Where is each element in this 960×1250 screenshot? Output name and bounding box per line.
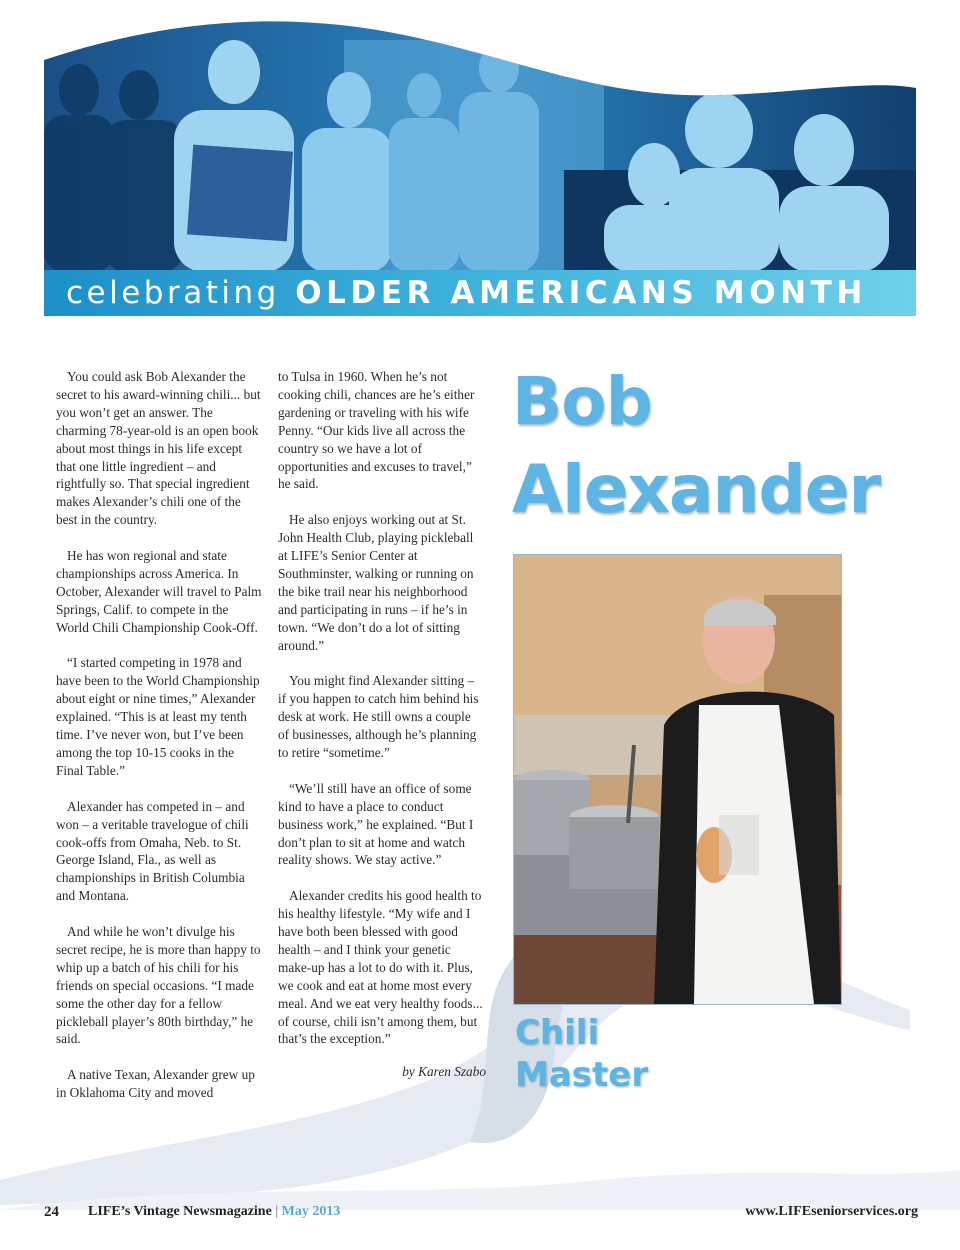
paragraph: A native Texan, Alexander grew up in Oklahoma City and moved xyxy=(56,1067,255,1101)
paragraph: Alexander credits his good health to his healthy lifestyle. “My wife and I have both been blessed with good health – and I think your genetic make-up has a lot to do with it. Plus, we cook and eat at home most every meal. And we eat very healthy foods... of course, chili isn’t among them, but that’s the exception.” xyxy=(278,888,483,1047)
paragraph: He also enjoys working out at St. John Health Club, playing pickleball at LIFE’s Senior Center at Southminster, walking or running on the bike trail near his neighborhood and participating in runs – if he’s in town. “We don’t do a lot of sitting around.” xyxy=(278,512,474,653)
portrait-photo xyxy=(513,554,842,1005)
banner-title xyxy=(66,272,916,314)
page-number: 24 xyxy=(44,1204,59,1220)
article-subtitle-line-2: Master xyxy=(515,1055,649,1095)
website-link[interactable]: www.LIFEseniorservices.org xyxy=(745,1204,918,1219)
paragraph: “I started competing in 1978 and have been to the World Championship about eight or nine times,” Alexander explained. “This is at least my tenth time. I’ve never won, but I’ve been among the top 10-15 cooks in the Final Table.” xyxy=(56,655,260,778)
article-title-line-1: Bob xyxy=(512,363,652,440)
banner-title-lead: celebrating xyxy=(66,275,280,311)
paragraph: Alexander has competed in – and won – a veritable travelogue of chili cook-offs from Omaha, Neb. to St. George Island, Fla., as well as championships in British Columbia and Montana. xyxy=(56,798,249,904)
paragraph-continued: to Tulsa in 1960. When he’s not cooking chili, chances are he’s either gardening or traveling with his wife Penny. “Our kids live all across the country so we have a lot of opportunities and excuses to travel,” he said. xyxy=(278,369,475,492)
page-footer xyxy=(44,1204,918,1224)
paragraph: And while he won’t divulge his secret recipe, he is more than happy to whip up a batch of his chili for his friends on special occasions. “I made some the other day for a fellow pickleball player’s 80th birthday,” he said. xyxy=(56,924,261,1047)
article-subtitle-line-1: Chili xyxy=(515,1013,600,1053)
issue-date: May 2013 xyxy=(281,1204,341,1219)
byline: by Karen Szabo xyxy=(402,1064,486,1079)
paragraph: “We’ll still have an office of some kind to have a place to conduct business work,” he explained. “But I don’t plan to sit at home and watch reality shows. We stay active.” xyxy=(278,780,474,868)
paragraph: You might find Alexander sitting – if you happen to catch him behind his desk at work. He still owns a couple of businesses, although he’s planning to retire “sometime.” xyxy=(278,673,479,760)
article-title xyxy=(512,358,912,534)
banner-title-main: OLDER AMERICANS MONTH xyxy=(295,275,867,311)
banner-photo xyxy=(44,0,916,272)
footer-separator: | xyxy=(275,1204,279,1219)
article-subtitle xyxy=(515,1012,715,1096)
paragraph: He has won regional and state championships across America. In October, Alexander will travel to Palm Springs, Calif. to compete in the World Chili Championship Cook-Off. xyxy=(56,548,262,635)
article-column-2 xyxy=(278,368,485,1066)
paragraph: You could ask Bob Alexander the secret to his award-winning chili... but you won’t get an answer. The charming 78-year-old is an open book about most things in his life except that one little ingredient – and rightfully so. That special ingredient makes Alexander’s chili one of the best in the country. xyxy=(56,369,261,528)
article-title-line-2: Alexander xyxy=(512,451,881,528)
magazine-name xyxy=(88,1204,340,1220)
header-banner xyxy=(44,0,916,316)
article-column-1 xyxy=(56,368,263,1120)
magazine-title: LIFE’s Vintage Newsmagazine xyxy=(88,1204,272,1219)
